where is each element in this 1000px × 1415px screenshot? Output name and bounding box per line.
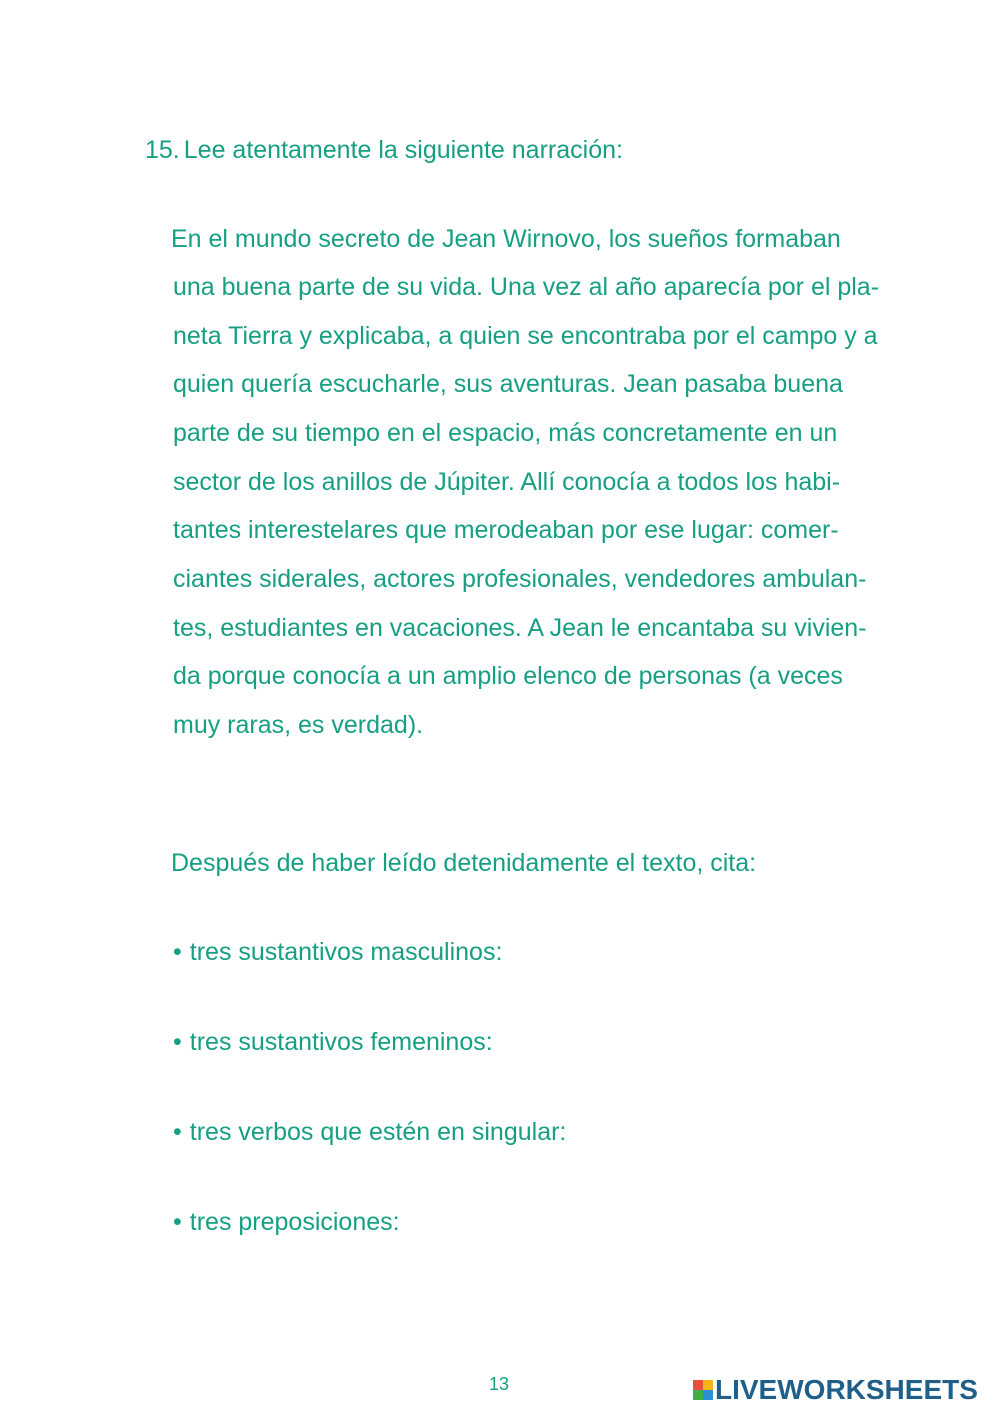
- task-item: [173, 1025, 493, 1059]
- bullet-icon: •: [173, 1118, 182, 1146]
- narration-line: tantes interestelares que merodeaban por ese lugar: comer-: [173, 516, 839, 544]
- task-label: tres preposiciones:: [189, 1208, 400, 1236]
- question-prompt: Lee atentamente la siguiente narración:: [183, 136, 623, 164]
- bullet-icon: •: [173, 938, 182, 966]
- brand-watermark[interactable]: [693, 1375, 978, 1405]
- task-item: [173, 935, 502, 969]
- brand-name: LIVEWORKSHEETS: [715, 1374, 978, 1405]
- bullet-icon: •: [173, 1208, 182, 1236]
- narration-line: muy raras, es verdad).: [173, 711, 424, 739]
- task-label: tres sustantivos femeninos:: [189, 1028, 493, 1056]
- bullet-icon: •: [173, 1028, 182, 1056]
- narration-line: tes, estudiantes en vacaciones. A Jean le encantaba su vivien-: [173, 614, 867, 642]
- task-item: [173, 1205, 400, 1239]
- narration-line: da porque conocía a un amplio elenco de personas (a veces: [173, 662, 843, 690]
- liveworksheets-logo-icon: [693, 1380, 713, 1400]
- instruction-text: Después de haber leído detenidamente el texto, cita:: [171, 849, 757, 877]
- narration-line: ciantes siderales, actores profesionales, vendedores ambulan-: [173, 565, 867, 593]
- narration-line: sector de los anillos de Júpiter. Allí conocía a todos los habi-: [173, 468, 841, 496]
- question-heading: [145, 133, 623, 167]
- narration-line: una buena parte de su vida. Una vez al año aparecía por el pla-: [173, 273, 880, 301]
- task-item: [173, 1115, 566, 1149]
- task-label: tres verbos que estén en singular:: [189, 1118, 567, 1146]
- narration-line: quien quería escucharle, sus aventuras. Jean pasaba buena: [173, 370, 843, 398]
- narration-line: neta Tierra y explicaba, a quien se encontraba por el campo y a: [173, 322, 878, 350]
- question-number: 15.: [145, 136, 180, 164]
- task-label: tres sustantivos masculinos:: [189, 938, 503, 966]
- page-number: 13: [489, 1374, 510, 1394]
- narration-line: parte de su tiempo en el espacio, más concretamente en un: [173, 419, 838, 447]
- narration-line: En el mundo secreto de Jean Wirnovo, los sueños formaban: [171, 225, 841, 253]
